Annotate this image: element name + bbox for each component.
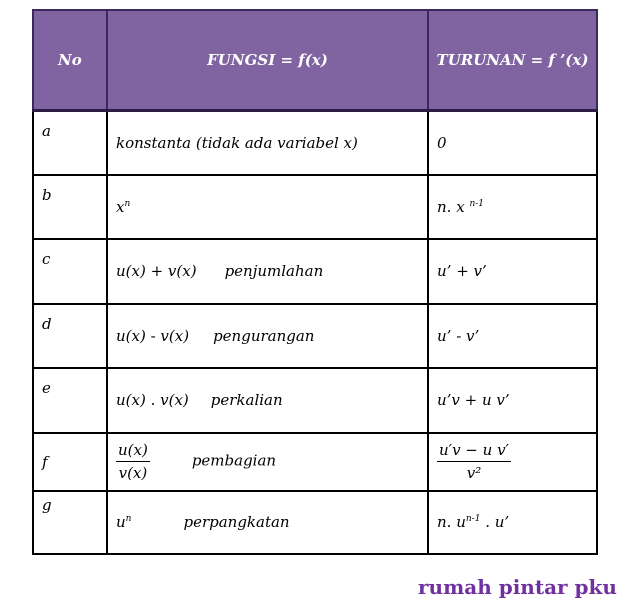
fungsi-label: perpangkatan (183, 513, 290, 531)
turunan-tail: . u’ (480, 513, 510, 531)
fungsi-label: pengurangan (213, 326, 315, 345)
row-fungsi (107, 491, 428, 554)
row-fungsi (107, 175, 428, 239)
row-turunan: u’ - v’ (428, 304, 597, 368)
row-fungsi: konstanta (tidak ada variabel x) (107, 111, 428, 175)
row-turunan: u’ + v’ (428, 239, 597, 304)
fungsi-expr: u(x) - v(x) (116, 326, 190, 345)
row-no: b (33, 175, 107, 239)
row-no: d (33, 304, 107, 368)
table-row (33, 175, 597, 239)
fungsi-label: penjumlahan (224, 262, 324, 280)
row-fungsi (107, 304, 428, 368)
row-no: a (33, 111, 107, 175)
turunan-base: n. x (437, 197, 470, 216)
fungsi-base: x (116, 197, 125, 216)
row-turunan (428, 491, 597, 554)
header-row (33, 10, 597, 111)
table-row (33, 433, 597, 491)
table-row (33, 111, 597, 175)
fungsi-label: perkalian (210, 391, 283, 409)
table-row (33, 491, 597, 554)
fungsi-exponent: n (124, 198, 131, 209)
row-turunan: 0 (428, 111, 597, 175)
fraction-numerator: u(x) (116, 441, 150, 462)
table-row (33, 304, 597, 368)
turunan-exponent: n-1 (469, 198, 485, 209)
row-fungsi (107, 239, 428, 304)
fungsi-label: pembagian (191, 451, 277, 470)
turunan-base: n. u (437, 513, 466, 531)
table-row (33, 239, 597, 304)
header-no: No (33, 10, 107, 111)
turunan-exponent: n-1 (465, 514, 481, 524)
fungsi-fraction (116, 441, 150, 482)
row-turunan: u’v + u v’ (428, 368, 597, 433)
row-turunan (428, 433, 597, 491)
fungsi-exponent: n (125, 514, 132, 524)
fungsi-base: u (116, 513, 126, 531)
row-turunan (428, 175, 597, 239)
row-no: f (33, 433, 107, 491)
row-fungsi (107, 368, 428, 433)
fraction-denominator: v² (466, 464, 482, 482)
row-no: c (33, 239, 107, 304)
row-fungsi (107, 433, 428, 491)
fungsi-expr: u(x) + v(x) (116, 262, 197, 280)
row-no: e (33, 368, 107, 433)
fungsi-expr: u(x) . v(x) (116, 391, 189, 409)
fraction-denominator: v(x) (118, 464, 148, 482)
header-turunan: TURUNAN = f ’(x) (428, 10, 597, 111)
watermark: rumah pintar pku (418, 575, 617, 599)
derivative-table (32, 9, 598, 555)
fraction-numerator: u′v − u v′ (437, 441, 511, 462)
header-fungsi: FUNGSI = f(x) (107, 10, 428, 111)
row-no: g (33, 491, 107, 554)
turunan-fraction (437, 441, 511, 482)
table-row (33, 368, 597, 433)
